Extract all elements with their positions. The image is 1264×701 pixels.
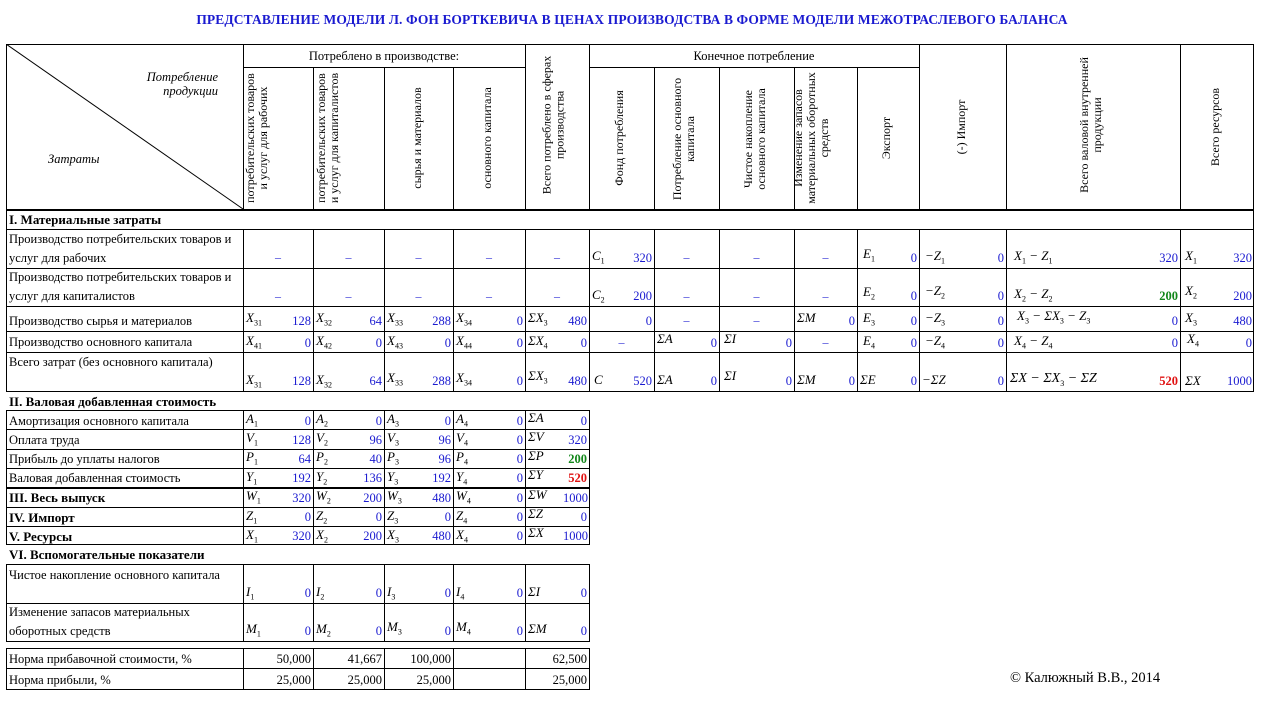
aux-row-label: Чистое накопление основного капитала [9,568,220,582]
symbol-cell: $X_{41}$ [246,333,262,351]
value-cell: 0 [444,510,451,524]
empty-cell: – [683,250,690,264]
value-cell: 480 [432,491,451,505]
value-cell: 1000 [1227,374,1252,388]
symbol-cell: $M_4$ [456,619,471,637]
value-cell: 40 [369,452,382,466]
empty-cell: – [554,250,560,264]
value-cell: 0 [375,624,382,638]
col-header-c3: сырья и материалов [410,87,424,189]
symbol-cell: $Y_4$ [456,469,468,487]
value-cell: 320 [633,251,652,265]
value-cell: 0 [304,586,311,600]
col-header-c13: Всего ресурсов [1208,87,1222,167]
row-label-consumer-capitalists: Производство потребительских товаров и услуг для капиталистов [9,270,232,303]
value-cell: 0 [580,414,587,428]
symbol-cell: $W_2$ [316,488,331,506]
empty-cell: – [415,250,422,264]
symbol-cell: $X_2$ [316,527,328,545]
symbol-cell: $P_3$ [387,449,399,467]
empty-cell: – [753,250,760,264]
symbol-cell: $X_4$ [1187,331,1199,349]
value-cell: 25,000 [552,673,587,687]
symbol-cell: $Y_1$ [246,469,258,487]
value-cell: 0 [516,374,523,388]
value-cell: 0 [516,586,523,600]
symbol-cell: $A_4$ [456,411,468,429]
value-cell: 0 [516,510,523,524]
value-cell: 0 [910,251,917,265]
resources-row-label: V. Ресурсы [9,529,73,544]
symbol-cell: $\Sigma X_3$ [528,310,548,328]
value-cell: 0 [1171,314,1178,328]
value-cell: 0 [997,251,1004,265]
value-cell: 25,000 [347,673,382,687]
value-cell: 50,000 [276,652,311,666]
value-cell: 96 [438,452,451,466]
symbol-cell: ΣY [528,467,543,482]
value-cell: 0 [516,491,523,505]
symbol-cell: $X_2$ [1185,283,1197,301]
value-cell: 0 [375,414,382,428]
empty-cell: – [345,289,352,303]
symbol-cell: $X_4 - Z_4$ [1014,333,1053,351]
symbol-cell: $V_3$ [387,430,399,448]
col-header-c7: Потребление основного капитала [670,77,697,201]
output-row-label: III. Весь выпуск [9,490,106,505]
symbol-cell: C [594,372,603,387]
value-cell: 0 [710,374,717,388]
col-header-c4: основного капитала [480,87,494,189]
symbol-cell: $X_{33}$ [387,310,403,328]
symbol-cell: $Z_2$ [316,508,328,526]
value-cell: 25,000 [276,673,311,687]
empty-cell: – [275,289,281,303]
symbol-cell: $X_{34}$ [456,310,472,328]
value-cell: 0 [710,336,717,350]
symbol-cell: ΣV [528,429,544,444]
gva-row-label: Амортизация основного капитала [9,414,189,428]
value-cell: 0 [580,624,587,638]
value-cell: 0 [304,336,311,350]
symbol-cell: $C_2$ [592,287,605,305]
value-cell: 64 [369,374,382,388]
value-cell: 200 [363,529,382,543]
value-cell: 0 [1171,336,1178,350]
symbol-cell: $E_4$ [863,333,875,351]
value-cell: 0 [375,586,382,600]
symbol-cell: $X_{44}$ [456,333,472,351]
symbol-cell: $X_{32}$ [316,372,332,390]
value-cell: 0 [1245,336,1252,350]
value-cell: 0 [848,374,855,388]
col-header-c12: Всего валовой внутренней продукции [1077,57,1104,193]
value-cell: 0 [645,314,652,328]
symbol-cell: $I_1$ [246,584,255,602]
symbol-cell: ΣA [657,372,673,387]
row-label-consumer-workers: Производство потребительских товаров и услуг для рабочих [9,232,232,265]
symbol-cell: $X_{32}$ [316,310,332,328]
section-auxiliary: VI. Вспомогательные показатели [9,547,205,562]
symbol-cell: $X_1 - Z_1$ [1014,248,1053,266]
value-cell: 200 [363,491,382,505]
section-material-costs: I. Материальные затраты [9,212,162,227]
value-cell: 136 [363,471,382,485]
symbol-cell: $P_1$ [246,449,258,467]
symbol-cell: $A_2$ [316,411,328,429]
value-cell: 0 [516,414,523,428]
row-label-raw-materials: Производство сырья и материалов [9,314,193,328]
empty-cell: – [275,250,281,264]
value-cell: 0 [997,374,1004,388]
gva-row-label: Оплата труда [9,433,80,447]
norm-row-label: Норма прибавочной стоимости, % [9,652,192,666]
value-cell: 0 [785,336,792,350]
value-cell: 0 [375,510,382,524]
symbol-cell: ΣP [528,448,544,463]
symbol-cell: $X_{34}$ [456,370,472,388]
copyright: © Калюжный В.В., 2014 [1010,670,1161,686]
value-cell: 520 [568,471,587,485]
symbol-cell: ΣW [528,487,547,502]
value-cell: 0 [516,452,523,466]
symbol-cell: ΣX [528,525,544,540]
value-cell: 200 [633,289,652,303]
value-cell: 0 [580,510,587,524]
value-cell: 192 [432,471,451,485]
symbol-cell: $M_2$ [316,621,331,639]
empty-cell: – [822,250,829,264]
symbol-cell: $C_1$ [592,248,605,266]
symbol-cell: $W_3$ [387,488,402,506]
value-cell: 0 [997,289,1004,303]
value-cell: 0 [910,289,917,303]
value-cell: 0 [375,336,382,350]
value-cell: 200 [1233,289,1252,303]
symbol-cell: $-Z_1$ [925,248,946,266]
value-cell: 100,000 [410,652,451,666]
symbol-cell: $X_3$ [387,527,399,545]
value-cell: 0 [516,433,523,447]
import-row-label: IV. Импорт [9,510,75,525]
empty-cell: – [822,335,829,349]
aux-row-label: Изменение запасов материальных оборотных средств [9,605,190,638]
value-cell: 200 [1159,289,1178,303]
symbol-cell: ΣI [724,331,737,346]
value-cell: 0 [516,471,523,485]
symbol-cell: $I_2$ [316,584,325,602]
symbol-cell: $V_2$ [316,430,328,448]
symbol-cell: $Y_2$ [316,469,328,487]
value-cell: 192 [292,471,311,485]
empty-cell: – [822,289,829,303]
value-cell: 320 [1159,251,1178,265]
value-cell: 0 [785,374,792,388]
empty-cell: – [415,289,422,303]
symbol-cell: ΣX [1185,373,1201,388]
col-header-c10: Экспорт [879,116,893,160]
norm-row-label: Норма прибыли, % [9,673,111,687]
value-cell: 1000 [563,491,588,505]
symbol-cell: $\Sigma X - \Sigma X_3 - \Sigma Z$ [1010,371,1097,388]
symbol-cell: $X_{42}$ [316,333,332,351]
symbol-cell: $E_3$ [863,310,875,328]
symbol-cell: $P_2$ [316,449,328,467]
empty-cell: – [753,313,760,327]
value-cell: 64 [298,452,311,466]
col-header-c9: Изменение запасов материальных оборотных средств [791,72,831,204]
value-cell: 0 [910,314,917,328]
symbol-cell: $Y_3$ [387,469,399,487]
symbol-cell: $X_1$ [246,527,258,545]
value-cell: 480 [568,314,587,328]
symbol-cell: −ΣZ [922,372,946,387]
value-cell: 62,500 [552,652,587,666]
gva-row-label: Валовая добавленная стоимость [9,471,181,485]
symbol-cell: $E_2$ [863,284,875,302]
symbol-cell: $A_1$ [246,411,258,429]
value-cell: 128 [292,433,311,447]
value-cell: 0 [516,529,523,543]
value-cell: 0 [516,314,523,328]
value-cell: 128 [292,374,311,388]
empty-cell: – [554,289,560,303]
col-header-c1: потребительских товаров и услуг для рабочих [243,73,270,203]
symbol-cell: ΣM [528,621,547,636]
symbol-cell: $X_3$ [1185,310,1197,328]
value-cell: 0 [580,586,587,600]
symbol-cell: $V_1$ [246,430,258,448]
symbol-cell: $\Sigma X_4$ [528,333,548,351]
symbol-cell: $W_4$ [456,488,471,506]
symbol-cell: $X_1$ [1185,248,1197,266]
symbol-cell: $Z_1$ [246,508,258,526]
symbol-cell: $M_1$ [246,621,261,639]
empty-cell: – [683,313,690,327]
value-cell: 0 [304,624,311,638]
symbol-cell: ΣM [797,372,816,387]
empty-cell: – [753,289,760,303]
value-cell: 0 [910,374,917,388]
value-cell: 320 [1233,251,1252,265]
value-cell: 320 [292,529,311,543]
corner-top-label: Потребление продукции [146,70,218,98]
symbol-cell: $V_4$ [456,430,468,448]
empty-cell: – [683,289,690,303]
gva-row-label: Прибыль до уплаты налогов [9,452,160,466]
symbol-cell: $Z_3$ [387,508,399,526]
symbol-cell: $X_3 - \Sigma X_3 - Z_3$ [1017,308,1091,326]
empty-cell: – [345,250,352,264]
value-cell: 25,000 [416,673,451,687]
section-gva: II. Валовая добавленная стоимость [9,394,217,409]
symbol-cell: $I_4$ [456,584,465,602]
row-label-fixed-capital: Производство основного капитала [9,335,193,349]
symbol-cell: $\Sigma X_3$ [528,368,548,386]
value-cell: 320 [568,433,587,447]
value-cell: 0 [444,414,451,428]
value-cell: 0 [910,336,917,350]
symbol-cell: $-Z_4$ [925,333,946,351]
symbol-cell: $X_{31}$ [246,310,262,328]
corner-diagonal [6,44,244,210]
value-cell: 480 [432,529,451,543]
value-cell: 200 [568,452,587,466]
value-cell: 320 [292,491,311,505]
final-group-header: Конечное потребление [693,49,815,63]
symbol-cell: $M_3$ [387,619,402,637]
value-cell: 64 [369,314,382,328]
symbol-cell: ΣM [797,310,816,325]
value-cell: 96 [438,433,451,447]
col-header-c11: (-) Импорт [954,99,968,155]
symbol-cell: ΣI [724,368,737,383]
col-header-c5: Всего потреблено в сферах производства [539,55,567,195]
value-cell: 128 [292,314,311,328]
value-cell: 0 [516,336,523,350]
empty-cell: – [486,250,492,264]
page-title: ПРЕДСТАВЛЕНИЕ МОДЕЛИ Л. ФОН БОРТКЕВИЧА В ЦЕНАХ ПРОИЗВОДСТВА В ФОРМЕ МОДЕЛИ МЕЖОТРАСЛЕВОГО БАЛАНСА [196,12,1068,27]
consumed-group-header: Потреблено в производстве: [308,49,460,63]
corner-bottom-label: Затраты [48,152,100,166]
empty-cell: – [618,335,625,349]
value-cell: 0 [304,510,311,524]
value-cell: 0 [444,336,451,350]
symbol-cell: $X_{31}$ [246,372,262,390]
symbol-cell: $-Z_3$ [925,310,946,328]
symbol-cell: ΣI [528,584,541,599]
symbol-cell: $X_2 - Z_2$ [1014,286,1053,304]
symbol-cell: $Z_4$ [456,508,468,526]
value-cell: 41,667 [347,652,382,666]
col-header-c8: Чистое накопление основного капитала [741,88,768,190]
value-cell: 0 [848,314,855,328]
value-cell: 0 [580,336,587,350]
symbol-cell: $X_{43}$ [387,333,403,351]
symbol-cell: ΣZ [528,506,543,521]
symbol-cell: ΣA [657,331,673,346]
value-cell: 288 [432,314,451,328]
symbol-cell: ΣA [528,410,544,425]
symbol-cell: $-Z_2$ [925,283,946,301]
value-cell: 0 [997,314,1004,328]
value-cell: 96 [369,433,382,447]
value-cell: 520 [633,374,652,388]
symbol-cell: $I_3$ [387,584,396,602]
row-label-total-costs: Всего затрат (без основного капитала) [9,355,213,369]
symbol-cell: $A_3$ [387,411,399,429]
value-cell: 1000 [563,529,588,543]
value-cell: 0 [516,624,523,638]
col-header-c6: Фонд потребления [612,90,626,186]
value-cell: 0 [304,414,311,428]
symbol-cell: $W_1$ [246,488,261,506]
value-cell: 0 [997,336,1004,350]
value-cell: 520 [1159,374,1178,388]
symbol-cell: $E_1$ [863,246,875,264]
value-cell: 480 [568,374,587,388]
symbol-cell: ΣE [860,372,876,387]
value-cell: 0 [444,624,451,638]
empty-cell: – [486,289,492,303]
symbol-cell: $X_4$ [456,527,468,545]
symbol-cell: $X_{33}$ [387,370,403,388]
value-cell: 288 [432,374,451,388]
value-cell: 0 [444,586,451,600]
symbol-cell: $P_4$ [456,449,468,467]
value-cell: 480 [1233,314,1252,328]
col-header-c2: потребительских товаров и услуг для капиталистов [314,72,341,204]
